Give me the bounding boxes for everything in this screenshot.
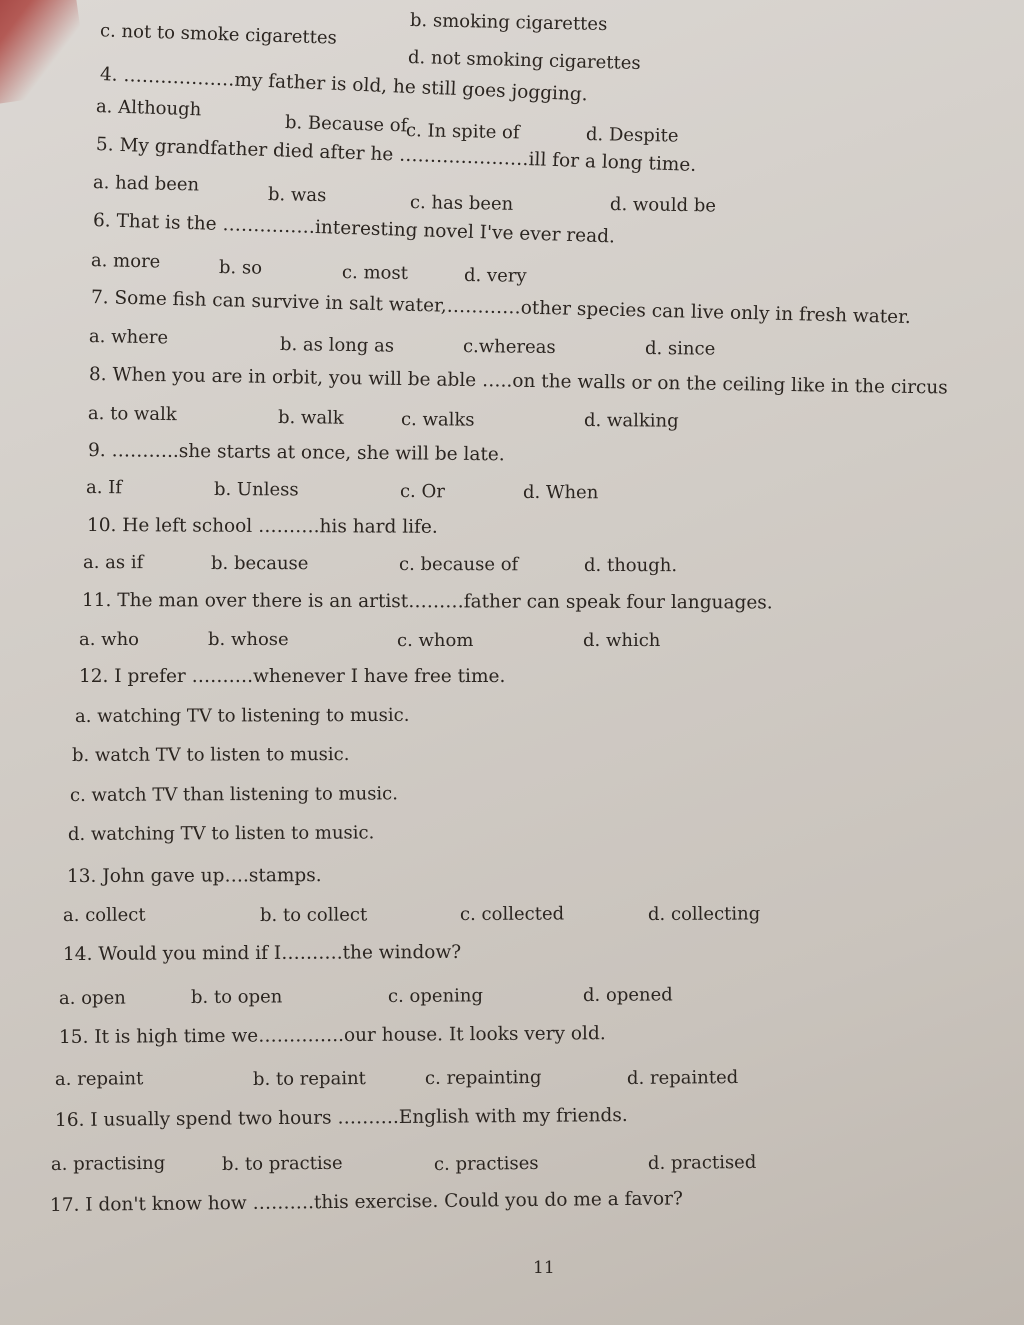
question-14: [63, 942, 461, 965]
question-10-option-b: b. because: [210, 553, 309, 575]
answer-blank: …………………: [398, 144, 529, 171]
question-text-rest: ill for a long time.: [528, 149, 697, 176]
question-8: [89, 364, 948, 398]
answer-blank: ……………: [222, 214, 316, 238]
question-6: [93, 210, 616, 247]
question-10-option-c: c. because of: [398, 554, 519, 576]
question-text-rest: our house. It looks very old.: [343, 1023, 606, 1047]
question-16-option-a: a. practising: [50, 1152, 166, 1175]
question-text: 17. I don't know how: [49, 1192, 253, 1216]
answer-blank: ………..: [111, 440, 179, 462]
question-text: 8. When you are in orbit, you will be able: [88, 364, 483, 392]
question-text-rest: she starts at once, she will be late.: [178, 440, 505, 466]
question-text: 13. John gave up: [66, 865, 225, 887]
question-5-option-c: c. has been: [409, 192, 514, 215]
question-11-option-a: a. who: [79, 629, 140, 650]
question-10-option-a: a. as if: [82, 552, 144, 574]
question-15-option-a: a. repaint: [54, 1068, 144, 1090]
answer-blank: ……….: [281, 942, 343, 964]
question-6-option-c: c. most: [341, 262, 409, 284]
question-9-option-d: d. When: [522, 482, 599, 504]
question-4-option-d: d. Despite: [585, 124, 679, 147]
question-15-option-c: c. repainting: [424, 1066, 542, 1089]
red-corner-decoration: [0, 0, 89, 108]
answer-blank: ………: [408, 591, 464, 613]
question-9-option-b: b. Unless: [213, 479, 299, 501]
question-text-rest: his hard life.: [319, 516, 438, 538]
question-text-rest: stamps.: [248, 865, 322, 887]
question-6-option-d: d. very: [463, 265, 527, 287]
question-12-option-a: a. watching TV to listening to music.: [74, 704, 410, 727]
question-text-rest: other species can live only in fresh water.: [520, 297, 912, 329]
q3-option-d: d. not smoking cigarettes: [407, 46, 641, 75]
question-text: 11. The man over there is an artist: [81, 590, 409, 613]
page-number: 11: [533, 1258, 555, 1278]
question-13-option-c: c. collected: [459, 903, 565, 925]
answer-blank: …..: [481, 370, 513, 392]
question-text-rest: on the walls or on the ceiling like in the circus: [512, 370, 948, 399]
question-text-rest: father can speak four languages.: [463, 591, 773, 614]
question-17: [50, 1188, 683, 1216]
question-12-option-c: c. watch TV than listening to music.: [69, 783, 399, 806]
question-text: 6. That is the: [92, 210, 223, 236]
q3-option-b: b. smoking cigarettes: [409, 9, 608, 36]
question-text: 10. He left school: [86, 515, 259, 537]
question-13: [67, 865, 322, 887]
answer-blank: ……….: [252, 1192, 315, 1214]
question-12-option-d: d. watching TV to listen to music.: [67, 822, 375, 845]
question-7: [91, 287, 911, 328]
question-5-option-d: d. would be: [609, 194, 717, 217]
question-7-option-d: d. since: [644, 338, 716, 360]
question-14-option-a: a. open: [58, 987, 126, 1009]
question-15-option-d: d. repainted: [626, 1067, 739, 1089]
question-7-option-a: a. where: [88, 326, 169, 349]
answer-blank: ……….: [258, 515, 320, 538]
question-11-option-c: c. whom: [397, 630, 474, 651]
question-text: 12. I prefer: [79, 666, 192, 687]
question-6-option-a: a. more: [90, 250, 161, 273]
question-14-option-b: b. to open: [190, 986, 283, 1008]
question-text-rest: English with my friends.: [398, 1105, 628, 1128]
question-5-option-b: b. was: [267, 184, 327, 207]
answer-blank: ……….: [337, 1107, 399, 1129]
question-13-option-d: d. collecting: [647, 903, 761, 925]
question-16-option-d: d. practised: [647, 1151, 757, 1174]
question-11-option-b: b. whose: [208, 629, 289, 650]
question-4-option-a: a. Although: [95, 96, 202, 121]
question-text-rest: interesting novel I've ever read.: [314, 216, 616, 248]
question-13-option-b: b. to collect: [259, 904, 368, 926]
question-7-option-b: b. as long as: [279, 334, 395, 357]
question-9-option-a: a. If: [85, 477, 123, 499]
question-4-option-c: c. In spite of: [405, 120, 520, 144]
question-15-option-b: b. to repaint: [252, 1068, 366, 1090]
question-11: [82, 590, 773, 613]
question-11-option-d: d. which: [583, 630, 661, 651]
answer-blank: ……….: [191, 666, 254, 687]
answer-blank: …………: [446, 295, 521, 319]
question-text: 15. It is high time we: [58, 1025, 259, 1048]
question-text: 14. Would you mind if I: [62, 942, 282, 965]
question-8-option-a: a. to walk: [87, 403, 177, 426]
answer-blank: …………..: [258, 1025, 345, 1047]
question-text: 16. I usually spend two hours: [54, 1107, 338, 1131]
question-16-option-c: c. practises: [433, 1152, 539, 1175]
question-text: 5. My grandfather died after he: [95, 134, 400, 166]
question-16-option-b: b. to practise: [221, 1152, 343, 1175]
question-16: [55, 1105, 628, 1131]
q3-option-c: c. not to smoke cigarettes: [99, 20, 338, 49]
question-14-option-c: c. opening: [387, 985, 484, 1007]
answer-blank: ………………: [123, 64, 235, 91]
question-14-option-d: d. opened: [582, 984, 673, 1006]
question-4-option-b: b. Because of: [284, 112, 408, 137]
question-9: [88, 440, 505, 465]
question-8-option-c: c. walks: [400, 409, 475, 431]
question-8-option-d: d. walking: [583, 410, 679, 432]
question-12: [79, 666, 505, 687]
question-5-option-a: a. had been: [92, 172, 200, 196]
question-12-option-b: b. watch TV to listen to music.: [71, 744, 350, 766]
question-10: [87, 515, 438, 538]
question-text-rest: whenever I have free time.: [253, 666, 506, 687]
question-text-rest: this exercise. Could you do me a favor?: [313, 1188, 683, 1214]
question-13-option-a: a. collect: [62, 904, 146, 926]
question-6-option-b: b. so: [218, 257, 263, 279]
question-7-option-c: c.whereas: [462, 336, 556, 358]
question-text-rest: my father is old, he still goes jogging.: [233, 69, 589, 106]
question-8-option-b: b. walk: [277, 407, 344, 429]
question-text-rest: the window?: [342, 941, 462, 964]
question-text: 4.: [99, 64, 124, 86]
answer-blank: ….: [224, 865, 249, 887]
question-text: 9.: [87, 440, 112, 462]
question-9-option-c: c. Or: [399, 481, 445, 503]
question-text: 7. Some fish can survive in salt water,: [90, 287, 447, 317]
question-10-option-d: d. though.: [583, 555, 678, 577]
question-15: [59, 1023, 606, 1048]
